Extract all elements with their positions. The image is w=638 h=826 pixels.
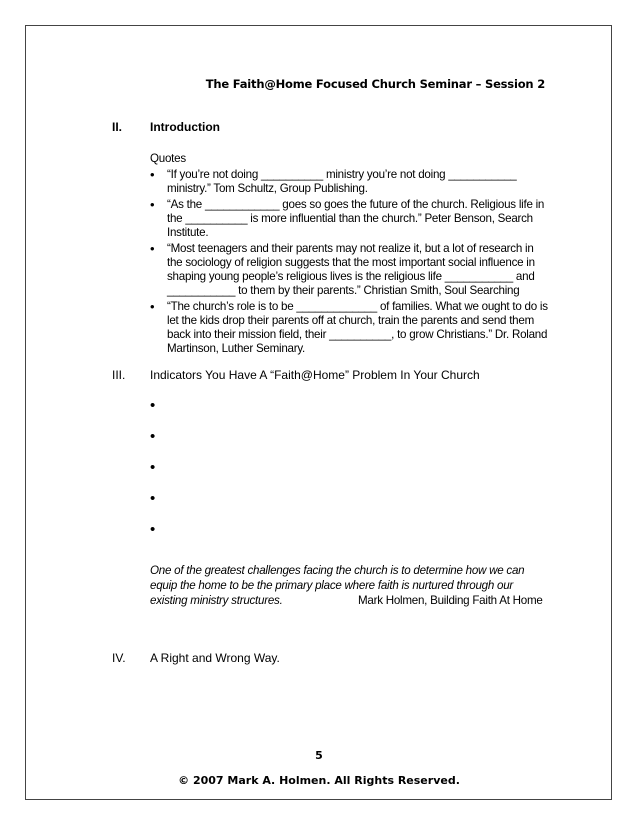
quotes-block <box>150 152 550 358</box>
section-heading: Indicators You Have A “Faith@Home” Problem In Your Church <box>150 368 480 382</box>
bullet-icon: • <box>150 490 156 507</box>
copyright-notice: © 2007 Mark A. Holmen. All Rights Reserved. <box>178 774 460 787</box>
section-heading: Introduction <box>150 120 220 134</box>
closing-quote-block <box>150 563 550 608</box>
quote-attribution: Mark Holmen, Building Faith At Home <box>358 594 543 607</box>
document-header-title: The Faith@Home Focused Church Seminar – Session 2 <box>205 77 545 91</box>
bullet-icon: • <box>150 428 156 445</box>
list-item: • “As the ____________ goes so goes the future of the church. Religious life in the __________ is more influential than the church.” Peter Benson, Search Institute. <box>150 198 550 240</box>
quotes-label: Quotes <box>150 152 186 165</box>
section-heading: A Right and Wrong Way. <box>150 651 280 665</box>
list-item: • “The church’s role is to be _____________ of families. What we ought to do is let the kids drop their parents off at church, train the parents and send them back into their mission field, their __________, to grow Christians.” Dr. Roland Martinson, Luther Seminary. <box>150 300 550 356</box>
bullet-icon: • <box>150 397 156 414</box>
list-item: • “Most teenagers and their parents may not realize it, but a lot of research in the sociology of religion suggests that the most important social influence in shaping young people’s religious lives is the religious life ___________ and ___________ to them by their parents.” Christian Smith, Soul Searching <box>150 242 550 298</box>
section-number: IV. <box>112 651 126 665</box>
page-number: 5 <box>315 749 323 762</box>
closing-quote: One of the greatest challenges facing the church is to determine how we can equip the home to be the primary place where faith is nurtured through our existing ministry structures. <box>150 564 525 607</box>
bullet-icon: • <box>150 521 156 538</box>
section-number: II. <box>112 120 123 134</box>
section-number: III. <box>112 368 126 382</box>
list-item: • “If you’re not doing __________ ministry you’re not doing ___________ ministry.” Tom Schultz, Group Publishing. <box>150 168 550 196</box>
page-border <box>25 25 612 800</box>
bullet-icon: • <box>150 459 156 476</box>
quotes-list <box>150 168 550 356</box>
